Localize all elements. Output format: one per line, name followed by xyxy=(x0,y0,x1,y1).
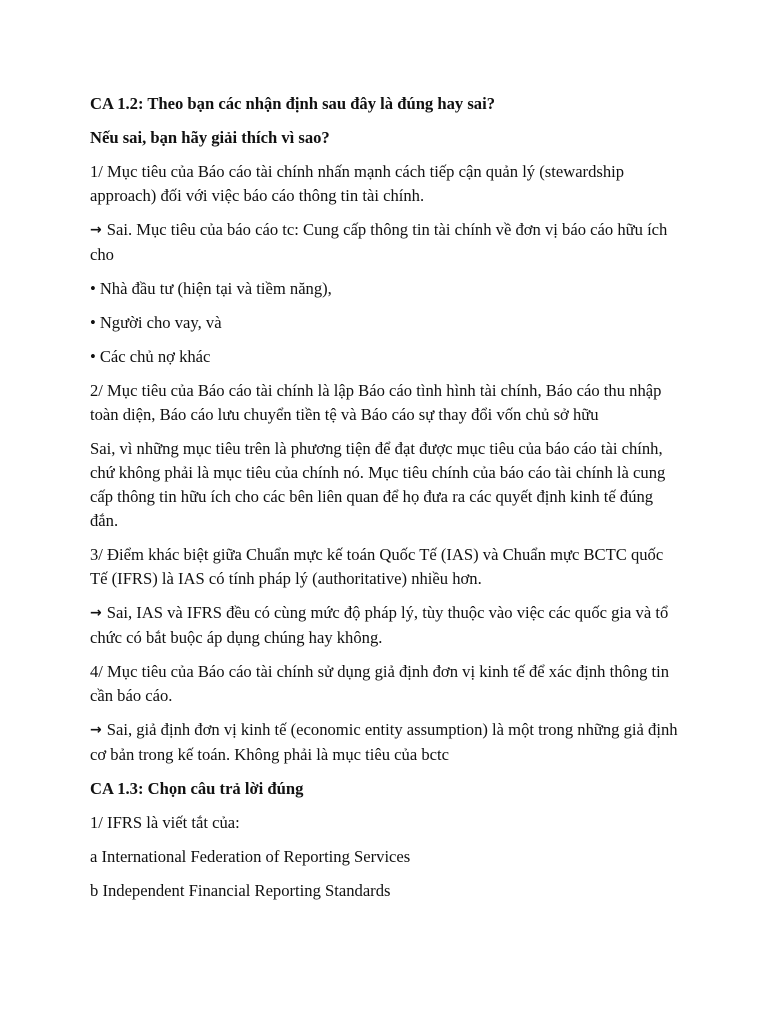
bullet-item-text: Nhà đầu tư (hiện tại và tiềm năng), xyxy=(99,279,332,298)
answer-4-text: Sai, giả định đơn vị kinh tế (economic entity assumption) là một trong những giả định cơ bản trong kế toán. Không phải là mục tiêu của bctc xyxy=(90,720,678,764)
bullet-item-text: Các chủ nợ khác xyxy=(99,347,211,366)
bullet-item xyxy=(90,311,680,335)
answer-3-text: Sai, IAS và IFRS đều có cùng mức độ pháp lý, tùy thuộc vào việc các quốc gia và tổ chức có bắt buộc áp dụng chúng hay không. xyxy=(90,603,669,647)
question-1: 1/ Mục tiêu của Báo cáo tài chính nhấn mạnh cách tiếp cận quản lý (stewardship approach) đối với việc báo cáo thông tin tài chính. xyxy=(90,162,625,205)
section-heading-ca-1-2: CA 1.2: Theo bạn các nhận định sau đây là đúng hay sai? xyxy=(90,94,495,113)
bullet-icon: • xyxy=(90,313,96,332)
question-2: 2/ Mục tiêu của Báo cáo tài chính là lập Báo cáo tình hình tài chính, Báo cáo thu nhập toàn diện, Báo cáo lưu chuyển tiền tệ và Báo cáo sự thay đổi vốn chủ sở hữu xyxy=(90,381,662,424)
question-3: 3/ Điểm khác biệt giữa Chuẩn mực kế toán Quốc Tế (IAS) và Chuẩn mực BCTC quốc Tế (IFRS) là IAS có tính pháp lý (authoritative) nhiều hơn. xyxy=(90,545,664,588)
mc-question-1: 1/ IFRS là viết tắt của: xyxy=(90,813,240,832)
section-subheading: Nếu sai, bạn hãy giải thích vì sao? xyxy=(90,128,330,147)
question-4: 4/ Mục tiêu của Báo cáo tài chính sử dụng giả định đơn vị kinh tế để xác định thông tin cần báo cáo. xyxy=(90,662,670,705)
document-body xyxy=(90,92,680,913)
answer-1 xyxy=(90,218,680,267)
answer-4 xyxy=(90,718,680,767)
bullet-icon: • xyxy=(90,347,96,366)
bullet-item xyxy=(90,277,680,301)
bullet-item-text: Người cho vay, và xyxy=(99,313,222,332)
mc-option-a: a International Federation of Reporting Services xyxy=(90,847,411,866)
bullet-item xyxy=(90,345,680,369)
right-arrow-icon: → xyxy=(90,605,102,621)
answer-2: Sai, vì những mục tiêu trên là phương tiện để đạt được mục tiêu của báo cáo tài chính, chứ không phải là mục tiêu của chính nó. Mục tiêu chính của báo cáo tài chính là cung cấp thông tin hữu ích cho các bên liên quan để họ đưa ra các quyết định kinh tế đúng đắn. xyxy=(90,439,666,530)
right-arrow-icon: → xyxy=(90,222,102,238)
mc-option-b: b Independent Financial Reporting Standards xyxy=(90,881,391,900)
answer-3 xyxy=(90,601,680,650)
section-heading-ca-1-3: CA 1.3: Chọn câu trả lời đúng xyxy=(90,779,304,798)
answer-1-text: Sai. Mục tiêu của báo cáo tc: Cung cấp thông tin tài chính về đơn vị báo cáo hữu ích cho xyxy=(90,220,668,264)
right-arrow-icon: → xyxy=(90,722,102,738)
bullet-icon: • xyxy=(90,279,96,298)
